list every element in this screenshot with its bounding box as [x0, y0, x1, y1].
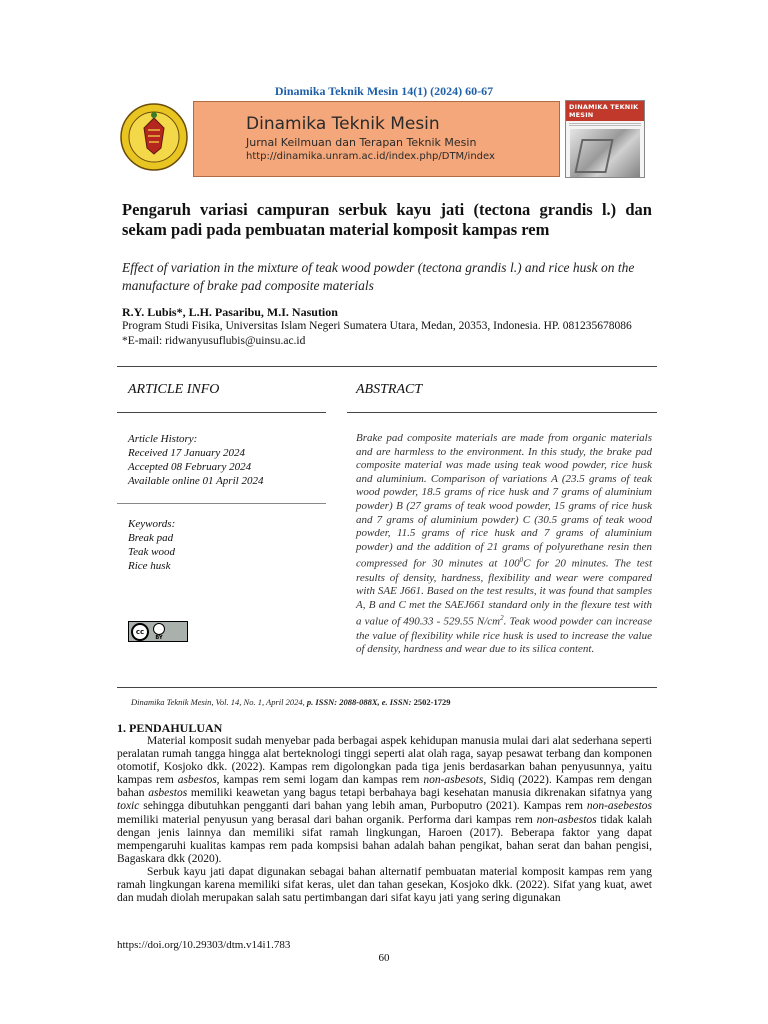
authors: R.Y. Lubis*, L.H. Pasaribu, M.I. Nasution — [122, 305, 338, 319]
issn-text: p. ISSN: 2088-088X, e. ISSN: — [306, 697, 412, 707]
abstract-heading: ABSTRACT — [356, 382, 423, 397]
paragraph-2: Serbuk kayu jati dapat digunakan sebagai bahan alternatif pembuatan material komposit kampas rem yang ramah lingkungan karena memiliki sifat keras, ulet dan tahan gesekan, Kosjoko dkk. (2022). Sifat yang kuat, awet dan mudah diolah merupakan salah satu pertimbangan dari sifat kayu jati yang sering digunakan — [117, 865, 652, 905]
banner-url[interactable]: http://dinamika.unram.ac.id/index.php/DTM/index — [246, 151, 495, 162]
degree-superscript: 0 — [519, 556, 524, 565]
journal-reference: Dinamika Teknik Mesin 14(1) (2024) 60-67 — [274, 84, 494, 98]
affiliation-block — [122, 319, 632, 348]
section-body — [117, 735, 652, 905]
university-seal-icon — [120, 100, 188, 174]
affiliation: Program Studi Fisika, Universitas Islam Negeri Sumatera Utara, Medan, 20353, Indonesia. HP. 081235678086 — [122, 320, 632, 332]
abstract-part-1: Brake pad composite materials are made from organic materials and are harmless to the environment. In this study, the brake pad composite material was made using teak wood powder, rice husk and aluminium. Comparison of variations A (23.5 grams of teak wood powder, 18.5 grams of rice husk and 7 grams of aluminium powder) B (27 grams of teak wood powder, 15 grams of rice husk and 7 grams of aluminium powder) C (30.5 grams of teak wood powder, 11.5 grams of rice husk and 7 grams of aluminium powder) and the addition of 21 grams of polyurethane resin then compressed for 30 minutes at 100 — [356, 432, 652, 570]
article-info-heading: ARTICLE INFO — [128, 382, 220, 397]
divider-top — [117, 366, 657, 367]
doi-link[interactable]: https://doi.org/10.29303/dtm.v14i1.783 — [117, 939, 291, 951]
cover-label: DINAMIKA TEKNIK MESIN — [566, 101, 644, 121]
page-number: 60 — [378, 952, 390, 964]
cover-image — [570, 129, 640, 178]
journal-cover-thumbnail — [565, 100, 645, 178]
abstract-part-3: . Teak wood powder can increase the value of flexibility while rice husk is used to increase the value of density, hardness and wear due to its silica content. — [356, 616, 653, 656]
article-history — [128, 432, 263, 488]
received-date: Received 17 January 2024 — [128, 447, 245, 459]
by-label: BY — [155, 634, 163, 641]
divider-history — [117, 503, 326, 504]
article-title-english: Effect of variation in the mixture of teak wood powder (tectona grandis l.) and rice husk on the manufacture of brake pad composite materials — [122, 260, 635, 293]
banner-title: Dinamika Teknik Mesin — [246, 114, 440, 134]
divider-info — [117, 412, 326, 413]
volume-issn-line — [131, 697, 451, 707]
article-title: Pengaruh variasi campuran serbuk kayu jati (tectona grandis l.) dan sekam padi pada pembuatan material komposit kampas rem — [122, 200, 652, 239]
keyword-item: Rice husk — [128, 560, 171, 572]
unit-superscript: 2 — [500, 614, 504, 623]
divider-bottom — [117, 687, 657, 688]
cover-text-lines — [569, 123, 641, 127]
journal-banner — [193, 101, 560, 177]
abstract-text — [356, 432, 652, 657]
keywords-block — [128, 517, 175, 573]
paragraph-1: Material komposit sudah menyebar pada berbagai aspek kehidupan manusia mulai dari alat sederhana seperti peralatan rumah tangga hingga alat berteknologi tinggi seperti alat olah raga, sayap pesawat terbang dan komponen otomotif, Kosjoko dkk. (2022). Kampas rem digolongkan pada tiga jenis berdasarkan bahan penyusunnya, yaitu kampas rem asbestos, kampas rem semi logam dan kampas rem non-asbesots, Sidiq (2022). Kampas rem dengan bahan asbestos memiliki keawetan yang bagus tetapi berbahaya bagi kesehatan manusia dikrenakan sifatnya yang toxic sehingga dibutuhkan pengganti dari bahan yang lebih aman, Purboputro (2021). Kampas rem non-asebestos memiliki material penyusun yang berasal dari bahan organik. Performa dari kampas rem non-asbestos tidak kalah dengan jenis lainnya dan memiliki sifat ramah lingkungan, Haroen (2017). Beberapa faktor yang dapat mempengaruhi kualitas kampas rem pada kompsisi bahan adalah bahan pengikat, bahan serat dan bahan pengisi, Bagaskara dkk (2020). — [117, 735, 653, 865]
cc-icon: cc — [131, 623, 149, 641]
attribution-person-icon — [153, 623, 165, 635]
banner-subtitle: Jurnal Keilmuan dan Terapan Teknik Mesin — [246, 136, 477, 149]
keyword-item: Break pad — [128, 532, 174, 544]
history-label: Article History: — [128, 433, 198, 445]
abstract-part-2: C for 20 minutes. The test results of density, hardness, flexibility and wear were compared with SAE J661. Based on the test results, it was found that samples A, B and C met the SAEJ661 standard only in the flexure test with a value of 490.33 - 529.55 N/cm — [356, 558, 652, 629]
divider-abstract — [347, 412, 657, 413]
available-date: Available online 01 April 2024 — [128, 475, 264, 487]
section-heading: 1. PENDAHULUAN — [117, 721, 223, 735]
eissn-text: 2502-1729 — [413, 697, 451, 707]
cc-by-license-icon[interactable] — [128, 621, 188, 642]
corresponding-email[interactable]: *E-mail: ridwanyusuflubis@uinsu.ac.id — [122, 334, 306, 347]
keyword-item: Teak wood — [128, 546, 175, 558]
by-icon — [153, 623, 165, 641]
keywords-label: Keywords: — [128, 518, 176, 530]
accepted-date: Accepted 08 February 2024 — [128, 461, 252, 473]
volume-text: Dinamika Teknik Mesin, Vol. 14, No. 1, April 2024, — [131, 697, 305, 707]
